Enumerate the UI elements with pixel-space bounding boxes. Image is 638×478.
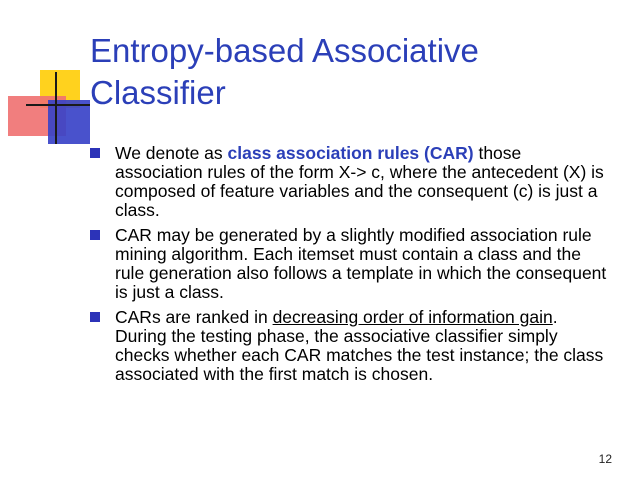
logo-horizontal-line <box>26 104 90 106</box>
bullet-text-post: . During the testing phase, the associative classifier simply checks whether each CAR matches the test instance; the class associated with the first match is chosen. <box>115 307 604 384</box>
square-bullet-icon <box>90 148 100 158</box>
bullet-text-post: those association rules of the form X-> c, where the antecedent (X) is composed of feature variables and the consequent (c) is just a class. <box>115 143 604 220</box>
bullet-list <box>88 144 613 390</box>
underlined-phrase: decreasing order of information gain <box>272 307 553 327</box>
square-bullet-icon <box>90 312 100 322</box>
bullet-text-pre: CARs are ranked in <box>115 307 273 327</box>
bullet-item <box>88 144 613 220</box>
slide-title: Entropy-based Associative Classifier <box>90 32 479 111</box>
page-number: 12 <box>598 452 612 466</box>
bullet-item <box>88 226 613 302</box>
bullet-item <box>88 308 613 384</box>
logo-vertical-line <box>55 72 57 144</box>
keyword-car: class association rules (CAR) <box>227 143 474 163</box>
square-bullet-icon <box>90 230 100 240</box>
bullet-text: CAR may be generated by a slightly modified association rule mining algorithm. Each itemset must contain a class and the rule generation also follows a template in which the consequent is just a class. <box>115 225 607 302</box>
bullet-text-pre: We denote as <box>115 143 228 163</box>
